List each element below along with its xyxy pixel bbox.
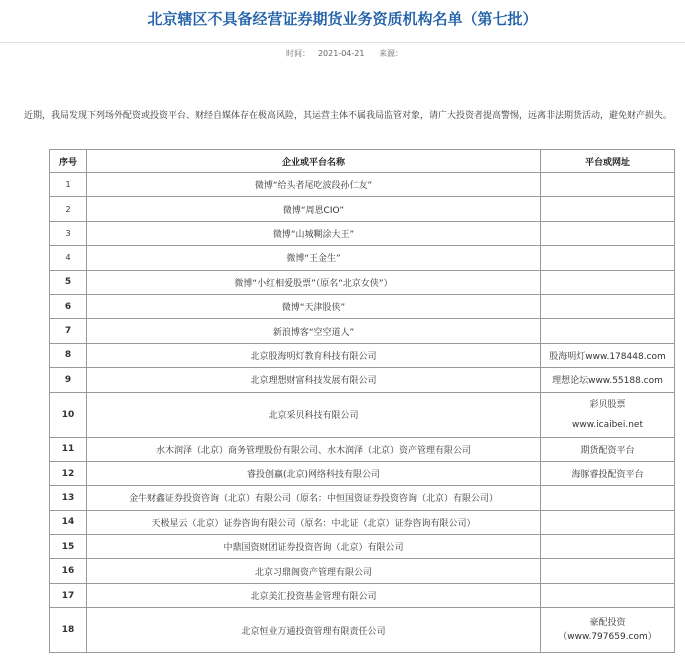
table-row <box>50 608 675 653</box>
row-site <box>541 608 675 653</box>
row-no: 11 <box>50 437 87 461</box>
page-title: 北京辖区不具备经营证券期货业务资质机构名单（第七批） <box>147 10 538 28</box>
row-no: 18 <box>50 608 87 653</box>
table-row <box>50 294 675 318</box>
row-no: 15 <box>50 535 87 559</box>
row-no: 13 <box>50 486 87 510</box>
header-no: 序号 <box>50 150 87 173</box>
row-site <box>541 319 675 343</box>
row-site-line2: www.icaibei.net <box>572 419 643 430</box>
row-site <box>541 535 675 559</box>
row-no: 5 <box>50 270 87 294</box>
title-divider <box>0 42 685 43</box>
row-no: 17 <box>50 583 87 607</box>
row-no: 3 <box>50 221 87 245</box>
row-site <box>541 583 675 607</box>
intro-paragraph: 近期，我局发现下列场外配资或投资平台、财经自媒体存在极高风险，其运营主体不属我局监管对象，请广大投资者提高警惕，远离非法期货活动，避免财产损失。 <box>24 111 673 121</box>
row-site <box>541 559 675 583</box>
row-no: 16 <box>50 559 87 583</box>
row-name: 新浪博客“空空道人” <box>87 319 541 343</box>
row-site-line2: （www.797659.com） <box>558 632 657 643</box>
row-site <box>541 294 675 318</box>
row-name: 微博“王金生” <box>87 246 541 270</box>
row-site <box>541 197 675 221</box>
row-name: 水木润泽（北京）商务管理股份有限公司、水木润泽（北京）资产管理有限公司 <box>87 437 541 461</box>
row-name: 北京股海明灯教育科技有限公司 <box>87 343 541 367</box>
table-row <box>50 461 675 485</box>
table-row <box>50 270 675 294</box>
table-row <box>50 510 675 534</box>
row-no: 12 <box>50 461 87 485</box>
row-name: 中鼎国资财团证券投资咨询（北京）有限公司 <box>87 535 541 559</box>
table-row <box>50 368 675 392</box>
row-name: 北京采贝科技有限公司 <box>87 392 541 437</box>
row-site: 期货配资平台 <box>541 437 675 461</box>
row-site <box>541 270 675 294</box>
institution-table <box>49 149 675 653</box>
table-row <box>50 559 675 583</box>
row-no: 4 <box>50 246 87 270</box>
table-row <box>50 221 675 245</box>
table-row <box>50 343 675 367</box>
row-site: 股海明灯www.178448.com <box>541 343 675 367</box>
row-name: 睿投创赢(北京)网络科技有限公司 <box>87 461 541 485</box>
row-name: 微博“给头者尾吃波段孙仁友” <box>87 173 541 197</box>
row-name: 金牛财鑫证券投资咨询（北京）有限公司（原名：中恒国资证券投资咨询（北京）有限公司） <box>87 486 541 510</box>
header-name: 企业或平台名称 <box>87 150 541 173</box>
row-site-line1: 豪配投资 <box>589 618 626 629</box>
row-site: 海豚睿投配资平台 <box>541 461 675 485</box>
row-name: 北京恒业万通投资管理有限责任公司 <box>87 608 541 653</box>
row-no: 8 <box>50 343 87 367</box>
article-meta <box>0 48 685 59</box>
table-row <box>50 246 675 270</box>
header-site: 平台或网址 <box>541 150 675 173</box>
row-site: 理想论坛www.55188.com <box>541 368 675 392</box>
table-row <box>50 535 675 559</box>
row-name: 微博“山城糊涂大王” <box>87 221 541 245</box>
row-name: 天极星云（北京）证券咨询有限公司（原名：中北证（北京）证券咨询有限公司） <box>87 510 541 534</box>
row-name: 北京理想财富科技发展有限公司 <box>87 368 541 392</box>
time-label <box>282 49 369 58</box>
row-no: 2 <box>50 197 87 221</box>
row-no: 10 <box>50 392 87 437</box>
row-no: 14 <box>50 510 87 534</box>
source-label: 来源： <box>379 49 404 58</box>
row-no: 9 <box>50 368 87 392</box>
row-name: 北京美汇投资基金管理有限公司 <box>87 583 541 607</box>
row-site <box>541 392 675 437</box>
row-site <box>541 173 675 197</box>
table-row <box>50 437 675 461</box>
row-name: 微博“周恩CIO” <box>87 197 541 221</box>
row-no: 7 <box>50 319 87 343</box>
time-value: 2021-04-21 <box>317 49 365 58</box>
table-row <box>50 583 675 607</box>
table-row <box>50 486 675 510</box>
row-name: 微博“小红相爱股票”（原名“北京女侠”） <box>87 270 541 294</box>
row-no: 6 <box>50 294 87 318</box>
row-no: 1 <box>50 173 87 197</box>
table-row <box>50 173 675 197</box>
table-row <box>50 197 675 221</box>
row-site <box>541 486 675 510</box>
row-name: 北京习鼎阁资产管理有限公司 <box>87 559 541 583</box>
table-row <box>50 319 675 343</box>
table-row <box>50 392 675 437</box>
row-site <box>541 510 675 534</box>
time-label-text: 时间： <box>285 49 310 58</box>
row-site <box>541 221 675 245</box>
table-header-row <box>50 150 675 173</box>
row-site <box>541 246 675 270</box>
row-name: 微博“天津股侠” <box>87 294 541 318</box>
row-site-line1: 彩贝股票 <box>589 399 626 410</box>
